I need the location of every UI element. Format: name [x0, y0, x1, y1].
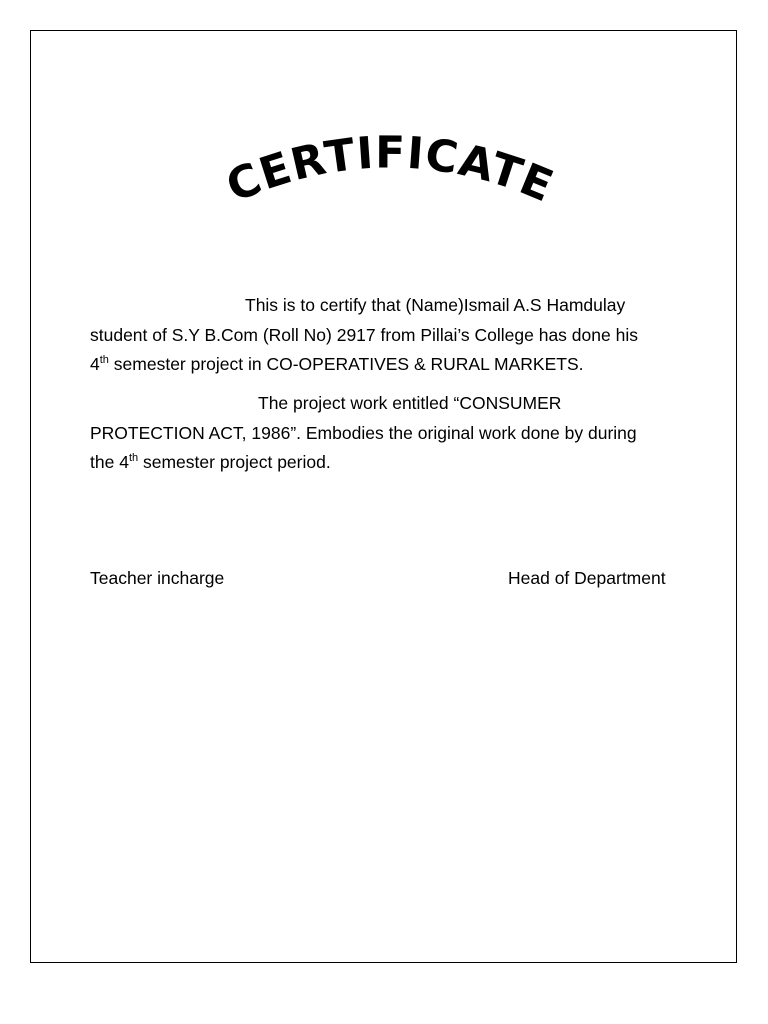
teacher-signature-label: Teacher incharge [90, 568, 225, 588]
project-line-2: PROTECTION ACT, 1986”. Embodies the original work done by during [90, 422, 637, 443]
semester-number: 4 [90, 354, 100, 374]
certification-line-1: This is to certify that (Name)Ismail A.S Hamdulay [245, 295, 626, 315]
project-line-3-start: the 4 [90, 452, 129, 472]
certification-paragraph [90, 291, 690, 380]
project-line-1: The project work entitled “CONSUMER [258, 393, 562, 413]
ordinal-suffix: th [128, 452, 139, 465]
project-line-3-text: semester project period. [138, 452, 331, 472]
certification-line-3-text: semester project in CO-OPERATIVES & RURAL MARKETS. [108, 354, 584, 374]
certification-line-3 [90, 350, 690, 380]
ordinal-suffix: th [99, 354, 109, 367]
certificate-title-text: CERTIFICATE [219, 127, 561, 213]
hod-signature-label: Head of Department [508, 568, 666, 588]
project-line-3 [90, 448, 690, 478]
certification-line-2: student of S.Y B.Com (Roll No) 2917 from Pillai’s College has done his [90, 324, 638, 345]
certificate-title [180, 127, 600, 250]
project-paragraph [90, 389, 690, 478]
